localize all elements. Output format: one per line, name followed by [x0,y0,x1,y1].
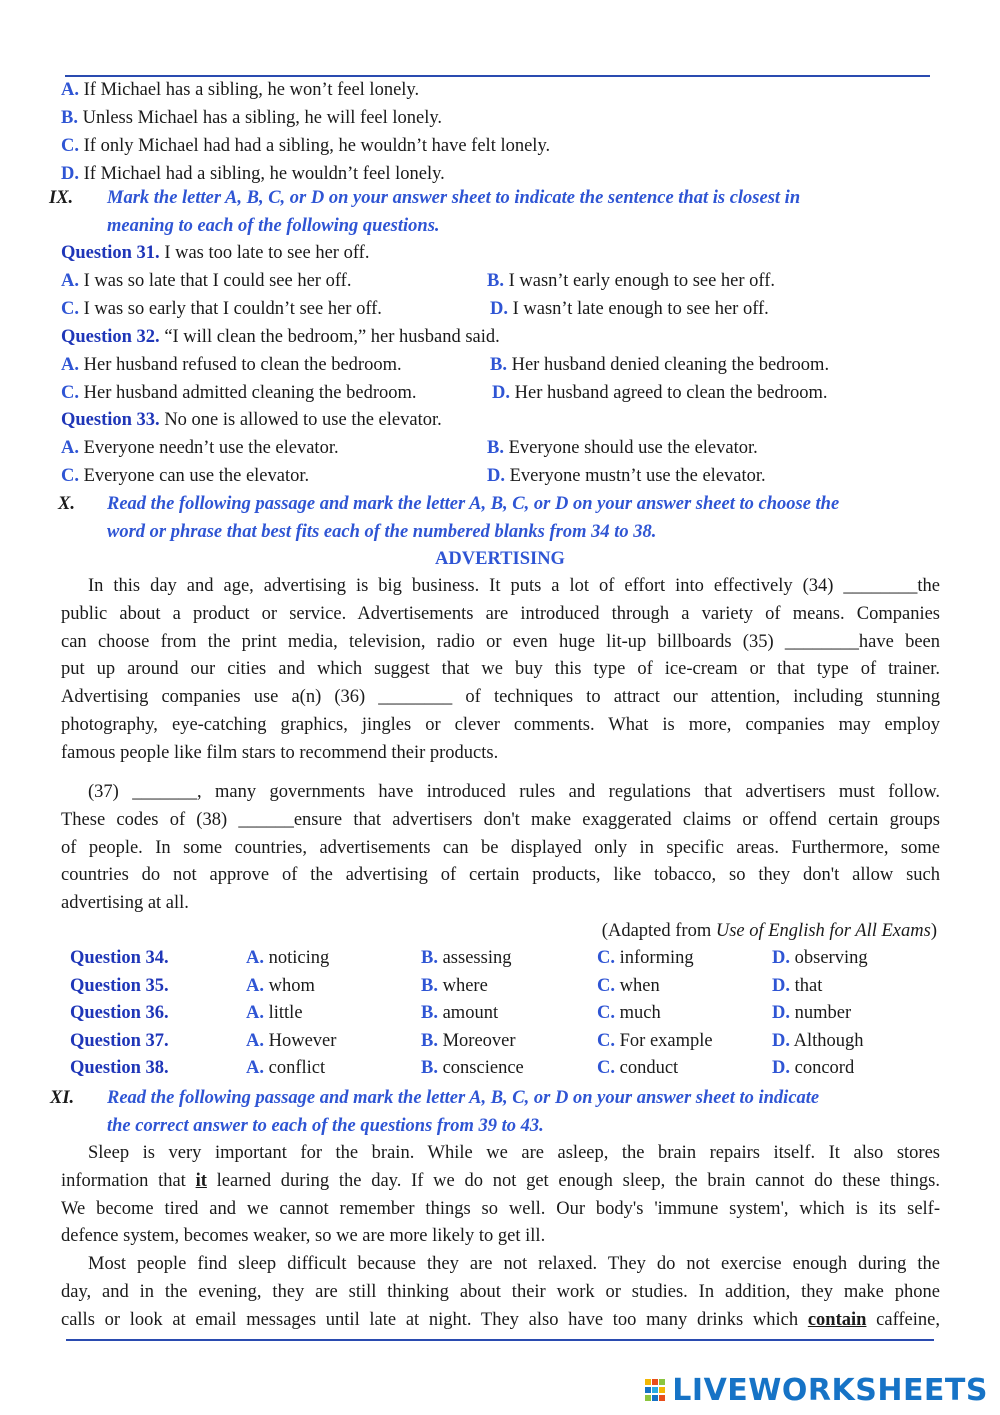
section-ix-instruction-line1: Mark the letter A, B, C, or D on your answer sheet to indicate the sentence that is closest in [107,188,801,208]
paragraph-line: of people. In some countries, advertisements can be displayed only in specific areas. Furthermore, some [61,837,940,858]
passage-title: ADVERTISING [435,549,565,569]
prev-option-c: C. If only Michael had had a sibling, he wouldn’t have felt lonely. [61,136,551,156]
top-rule [65,75,930,77]
paragraph-line: calls or look at email messages until late at night. They also have too many drinks which contain caffeine, [61,1309,940,1330]
paragraph-line: famous people like film stars to recommend their products. [61,742,499,763]
section-xi-instruction-line1: Read the following passage and mark the letter A, B, C, or D on your answer sheet to indicate [107,1088,820,1108]
cloze-row-35: Question 35. A. whom B. where C. when D. that [70,976,823,996]
paragraph-line: In this day and age, advertising is big business. It puts a lot of effort into effectively (34) ________the [88,576,940,596]
bottom-rule [66,1339,934,1341]
question-33-option-d: D. Everyone mustn’t use the elevator. [487,466,766,486]
advertising-paragraph-1 [61,573,940,768]
paragraph-line: These codes of (38) ______ensure that advertisers don't make exaggerated claims or offend certain groups [61,809,940,830]
question-33-option-a: A. Everyone needn’t use the elevator. [61,438,339,458]
question-32-stem: Question 32. “I will clean the bedroom,” her husband said. [61,327,500,347]
question-33-stem: Question 33. No one is allowed to use the elevator. [61,410,442,430]
sleep-paragraph-2 [61,1251,940,1334]
paragraph-line: public about a product or service. Advertisements are introduced through a variety of means. Companies [61,603,940,624]
sleep-paragraph-1 [61,1140,940,1251]
question-31-stem: Question 31. I was too late to see her off. [61,243,370,263]
section-ix-instruction-line2: meaning to each of the following questions. [107,216,440,236]
prev-option-d: D. If Michael had a sibling, he wouldn’t feel lonely. [61,164,445,184]
section-x-number: X. [58,494,75,514]
section-xi-instruction-line2: the correct answer to each of the questions from 39 to 43. [107,1116,544,1136]
cloze-row-34: Question 34. A. noticing B. assessing C. informing D. observing [70,948,868,968]
section-x-instruction-line1: Read the following passage and mark the letter A, B, C, or D on your answer sheet to choose the [107,494,840,514]
paragraph-line: put up around our cities and which suggest that we buy this type of ice-cream or that type of trainer. [61,659,940,680]
paragraph-line: photography, eye-catching graphics, jingles or clever comments. What is more, companies may employ [61,714,940,735]
question-31-option-c: C. I was so early that I couldn’t see her off. [61,299,382,319]
question-31-option-a: A. I was so late that I could see her off. [61,271,352,291]
underlined-word-it: it [195,1170,207,1191]
paragraph-line: day, and in the evening, they are still thinking about their work or studies. In addition, they make phone [61,1281,940,1302]
prev-option-a: A. If Michael has a sibling, he won’t feel lonely. [61,80,420,100]
section-xi-number: XI. [50,1088,75,1108]
source-credit: (Adapted from Use of English for All Exams) [601,921,937,941]
question-32-option-b: B. Her husband denied cleaning the bedroom. [490,355,830,375]
liveworksheets-wordmark: LIVEWORKSHEETS [672,1372,988,1408]
paragraph-line: information that it learned during the day. If we do not get enough sleep, the brain cannot do these things. [61,1170,940,1191]
question-33-option-c: C. Everyone can use the elevator. [61,466,310,486]
paragraph-line: advertising at all. [61,893,189,914]
liveworksheets-logo [644,1372,988,1408]
liveworksheets-mark-icon [644,1377,666,1403]
paragraph-line: defence system, becomes weaker, so we are more likely to get ill. [61,1226,546,1247]
paragraph-line: Advertising companies use a(n) (36) ________ of techniques to attract our attention, including stunning [61,687,940,708]
prev-option-b: B. Unless Michael has a sibling, he will feel lonely. [61,108,443,128]
question-33-option-b: B. Everyone should use the elevator. [487,438,758,458]
paragraph-line: We become tired and we cannot remember things so well. Our body's 'immune system', which is its self- [61,1198,940,1219]
paragraph-line: Sleep is very important for the brain. While we are asleep, the brain repairs itself. It also stores [88,1143,940,1163]
question-32-option-d: D. Her husband agreed to clean the bedroom. [492,383,828,403]
section-x-instruction-line2: word or phrase that best fits each of the numbered blanks from 34 to 38. [107,522,657,542]
paragraph-line: can choose from the print media, television, radio or even huge lit-up billboards (35) ________have been [61,631,940,652]
question-31-option-b: B. I wasn’t early enough to see her off. [487,271,776,291]
section-ix-number: IX. [49,188,74,208]
underlined-word-contain: contain [807,1309,867,1330]
paragraph-line: countries do not approve of the advertising of certain products, like tobacco, so they don't allow such [61,865,940,886]
cloze-row-36: Question 36. A. little B. amount C. much D. number [70,1003,852,1023]
advertising-paragraph-2 [61,779,940,918]
question-32-option-c: C. Her husband admitted cleaning the bedroom. [61,383,417,403]
paragraph-line: (37) _______, many governments have introduced rules and regulations that advertisers must follow. [88,782,940,802]
cloze-row-38: Question 38. A. conflict B. conscience C. conduct D. concord [70,1058,855,1078]
paragraph-line: Most people find sleep difficult because they are not relaxed. They do not exercise enough during the [88,1254,940,1274]
question-31-option-d: D. I wasn’t late enough to see her off. [490,299,769,319]
question-32-option-a: A. Her husband refused to clean the bedroom. [61,355,402,375]
cloze-row-37: Question 37. A. However B. Moreover C. For example D. Although [70,1031,864,1051]
